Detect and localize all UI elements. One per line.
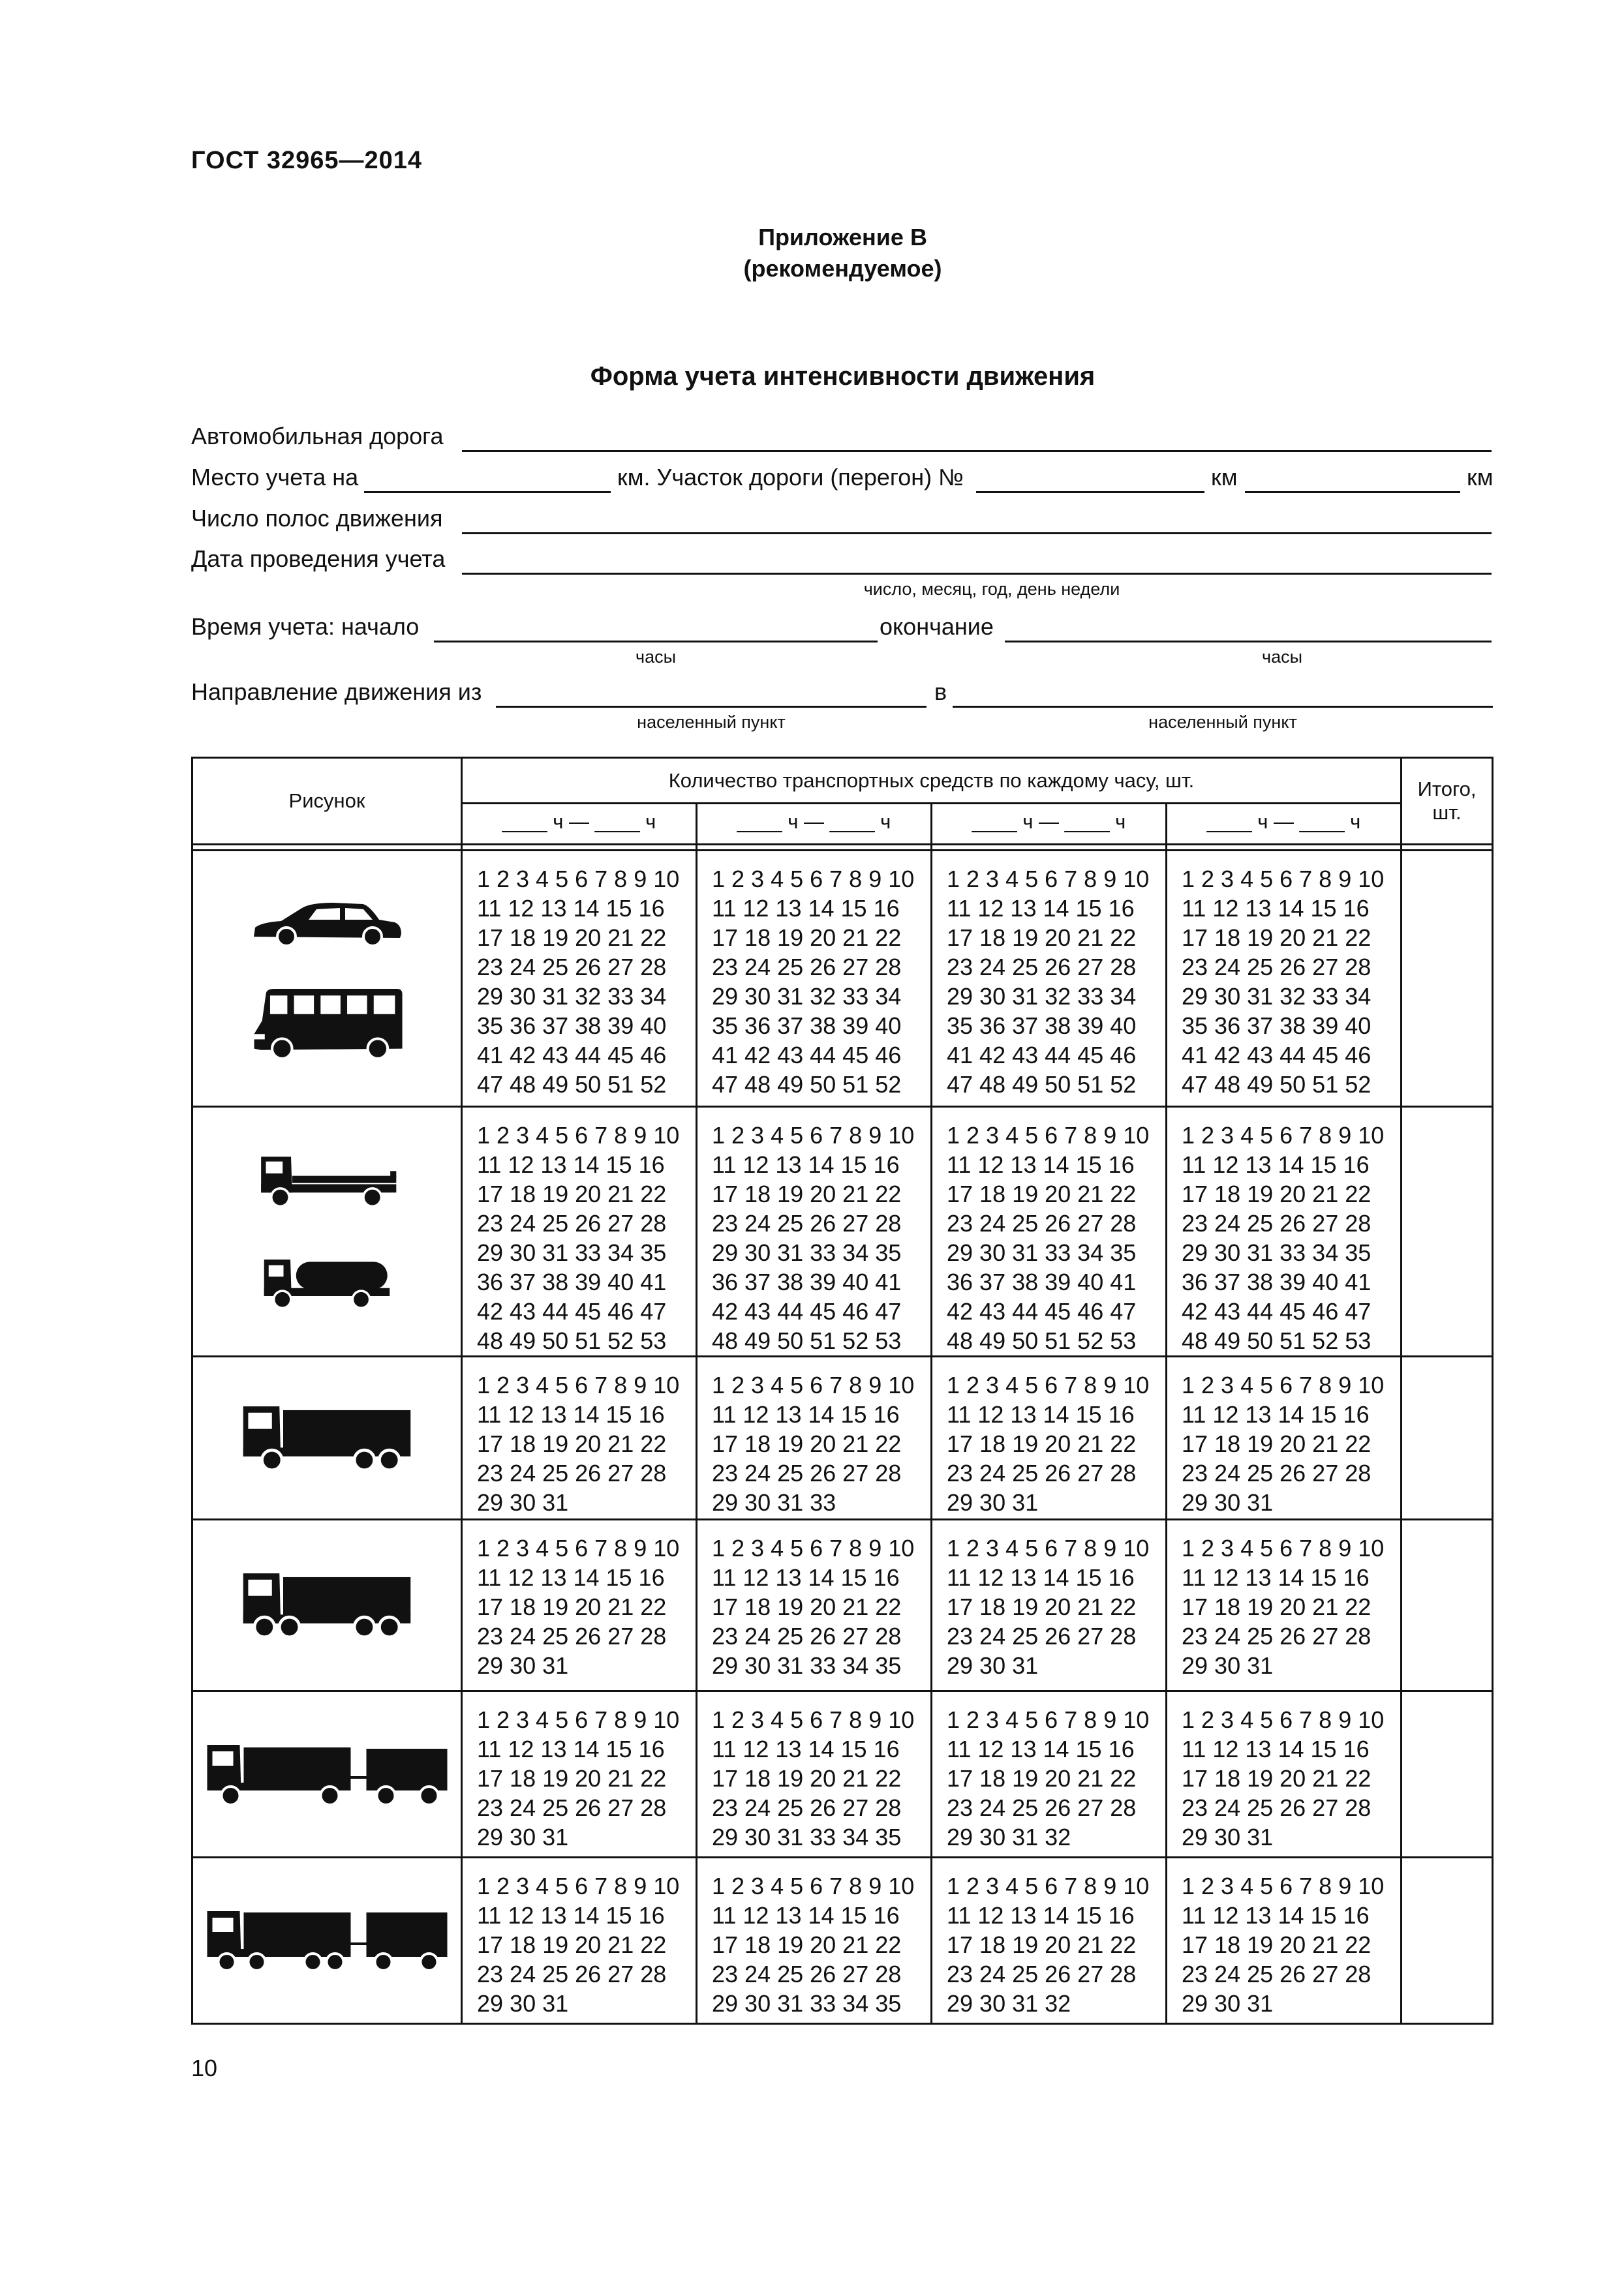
count-number-line: 23 24 25 26 27 28 bbox=[712, 1623, 902, 1650]
count-number-line: 1 2 3 4 5 6 7 8 9 10 bbox=[477, 1535, 680, 1562]
count-number-line: 29 30 31 32 33 34 bbox=[947, 983, 1137, 1010]
traffic-count-table bbox=[191, 757, 1494, 2025]
count-number-line: 23 24 25 26 27 28 bbox=[947, 954, 1137, 980]
count-number-line: 41 42 43 44 45 46 bbox=[712, 1042, 902, 1068]
count-number-line: 42 43 44 45 46 47 bbox=[1182, 1298, 1371, 1325]
time-end-field[interactable] bbox=[1005, 641, 1492, 642]
count-number-line: 23 24 25 26 27 28 bbox=[1182, 1623, 1371, 1650]
count-number-line: 23 24 25 26 27 28 bbox=[477, 1210, 667, 1237]
count-number-line: 11 12 13 14 15 16 bbox=[1182, 1902, 1370, 1929]
hour-period-1[interactable]: ____ ч — ____ ч bbox=[462, 804, 697, 845]
count-cell[interactable] bbox=[932, 1107, 1167, 1357]
count-number-line: 11 12 13 14 15 16 bbox=[712, 1564, 900, 1591]
count-number-line: 36 37 38 39 40 41 bbox=[947, 1269, 1137, 1295]
direction-from-label: Направление движения из bbox=[191, 678, 482, 705]
count-number-line: 23 24 25 26 27 28 bbox=[477, 1961, 667, 1987]
count-number-line: 17 18 19 20 21 22 bbox=[477, 1594, 667, 1620]
hour-period-3[interactable]: ____ ч — ____ ч bbox=[932, 804, 1167, 845]
count-numbers bbox=[697, 1692, 930, 1852]
count-number-line: 36 37 38 39 40 41 bbox=[477, 1269, 667, 1295]
count-number-line: 48 49 50 51 52 53 bbox=[477, 1327, 667, 1354]
count-number-line: 1 2 3 4 5 6 7 8 9 10 bbox=[947, 866, 1150, 892]
count-cell[interactable] bbox=[697, 1858, 932, 2024]
page-number: 10 bbox=[191, 2055, 218, 2081]
document-code: ГОСТ 32965—2014 bbox=[191, 147, 423, 174]
count-number-line: 29 30 31 32 bbox=[947, 1824, 1071, 1850]
hour-period-4[interactable]: ____ ч — ____ ч bbox=[1167, 804, 1402, 845]
count-number-line: 11 12 13 14 15 16 bbox=[712, 1401, 900, 1428]
count-number-line: 23 24 25 26 27 28 bbox=[947, 1794, 1137, 1821]
count-number-line: 29 30 31 bbox=[947, 1652, 1039, 1679]
count-cell[interactable] bbox=[932, 1357, 1167, 1520]
count-number-line: 29 30 31 bbox=[477, 1824, 569, 1850]
direction-from-field[interactable] bbox=[496, 706, 927, 708]
count-number-line: 48 49 50 51 52 53 bbox=[947, 1327, 1137, 1354]
count-number-line: 17 18 19 20 21 22 bbox=[947, 1931, 1137, 1958]
appendix-heading bbox=[0, 222, 1624, 284]
count-number-line: 23 24 25 26 27 28 bbox=[947, 1460, 1137, 1487]
count-number-line: 17 18 19 20 21 22 bbox=[1182, 924, 1371, 951]
count-numbers bbox=[932, 1692, 1165, 1852]
count-numbers bbox=[932, 1357, 1165, 1517]
count-number-line: 29 30 31 bbox=[1182, 1824, 1274, 1850]
count-numbers bbox=[463, 1357, 696, 1517]
count-number-line: 11 12 13 14 15 16 bbox=[1182, 895, 1370, 922]
date-hint: число, месяц, год, день недели bbox=[863, 579, 1120, 599]
tank-truck-icon bbox=[258, 1251, 395, 1314]
count-number-line: 11 12 13 14 15 16 bbox=[477, 1151, 665, 1178]
count-header: Количество транспортных средств по каждому часу, шт. bbox=[462, 758, 1402, 804]
count-number-line: 1 2 3 4 5 6 7 8 9 10 bbox=[1182, 1535, 1385, 1562]
bus-icon bbox=[247, 988, 407, 1061]
count-numbers bbox=[463, 851, 696, 1099]
vehicle-picture-cell bbox=[192, 1107, 462, 1357]
count-number-line: 17 18 19 20 21 22 bbox=[477, 924, 667, 951]
count-cell[interactable] bbox=[932, 1520, 1167, 1691]
count-number-line: 1 2 3 4 5 6 7 8 9 10 bbox=[1182, 1372, 1385, 1398]
total-cell[interactable] bbox=[1402, 851, 1493, 1107]
count-number-line: 29 30 31 33 34 35 bbox=[712, 1652, 902, 1679]
count-number-line: 17 18 19 20 21 22 bbox=[1182, 1181, 1371, 1207]
count-numbers bbox=[932, 1520, 1165, 1680]
count-numbers bbox=[932, 1108, 1165, 1355]
count-number-line: 17 18 19 20 21 22 bbox=[712, 1765, 902, 1792]
count-number-line: 23 24 25 26 27 28 bbox=[1182, 1794, 1371, 1821]
vehicle-picture-cell bbox=[192, 1357, 462, 1520]
count-number-line: 23 24 25 26 27 28 bbox=[1182, 1460, 1371, 1487]
count-numbers bbox=[932, 851, 1165, 1099]
count-number-line: 41 42 43 44 45 46 bbox=[947, 1042, 1137, 1068]
count-number-line: 11 12 13 14 15 16 bbox=[1182, 1736, 1370, 1762]
count-number-line: 23 24 25 26 27 28 bbox=[947, 1210, 1137, 1237]
count-cell[interactable] bbox=[697, 1691, 932, 1858]
count-number-line: 23 24 25 26 27 28 bbox=[712, 1210, 902, 1237]
count-number-line: 11 12 13 14 15 16 bbox=[947, 1401, 1135, 1428]
vehicle-row bbox=[192, 1357, 1493, 1520]
count-cell[interactable] bbox=[462, 1520, 697, 1691]
count-number-line: 1 2 3 4 5 6 7 8 9 10 bbox=[477, 866, 680, 892]
date-field[interactable] bbox=[462, 573, 1492, 575]
settlement-hint-from: населенный пункт bbox=[637, 712, 786, 732]
count-number-line: 11 12 13 14 15 16 bbox=[712, 1151, 900, 1178]
count-number-line: 1 2 3 4 5 6 7 8 9 10 bbox=[947, 1706, 1150, 1733]
truck-with-trailer-icon bbox=[202, 1738, 453, 1810]
count-number-line: 17 18 19 20 21 22 bbox=[477, 1181, 667, 1207]
total-cell[interactable] bbox=[1402, 1520, 1493, 1691]
count-number-line: 48 49 50 51 52 53 bbox=[1182, 1327, 1371, 1354]
count-number-line: 1 2 3 4 5 6 7 8 9 10 bbox=[947, 1873, 1150, 1899]
count-number-line: 11 12 13 14 15 16 bbox=[1182, 1564, 1370, 1591]
vehicle-picture-cell bbox=[192, 1520, 462, 1691]
count-number-line: 1 2 3 4 5 6 7 8 9 10 bbox=[477, 1122, 680, 1149]
section-km-field[interactable] bbox=[1245, 491, 1460, 493]
count-number-line: 17 18 19 20 21 22 bbox=[477, 1765, 667, 1792]
count-number-line: 17 18 19 20 21 22 bbox=[947, 1594, 1137, 1620]
count-number-line: 29 30 31 bbox=[1182, 1652, 1274, 1679]
count-cell[interactable] bbox=[697, 1357, 932, 1520]
road-field[interactable] bbox=[462, 450, 1492, 452]
time-start-label: Время учета: начало bbox=[191, 613, 420, 640]
count-cell[interactable] bbox=[462, 1691, 697, 1858]
count-number-line: 29 30 31 32 33 34 bbox=[477, 983, 667, 1010]
lanes-field[interactable] bbox=[462, 532, 1492, 534]
count-cell[interactable] bbox=[462, 1107, 697, 1357]
count-cell[interactable] bbox=[932, 1691, 1167, 1858]
count-number-line: 29 30 31 32 33 34 bbox=[1182, 983, 1371, 1010]
count-number-line: 11 12 13 14 15 16 bbox=[1182, 1151, 1370, 1178]
vehicle-row bbox=[192, 1520, 1493, 1691]
total-cell[interactable] bbox=[1402, 1858, 1493, 2024]
date-label: Дата проведения учета bbox=[191, 545, 446, 572]
count-number-line: 17 18 19 20 21 22 bbox=[1182, 1430, 1371, 1457]
count-number-line: 17 18 19 20 21 22 bbox=[947, 1181, 1137, 1207]
count-numbers bbox=[1167, 1108, 1400, 1355]
count-number-line: 36 37 38 39 40 41 bbox=[712, 1269, 902, 1295]
count-number-line: 11 12 13 14 15 16 bbox=[1182, 1401, 1370, 1428]
count-number-line: 1 2 3 4 5 6 7 8 9 10 bbox=[947, 1122, 1150, 1149]
three-axle-truck-icon bbox=[239, 1403, 414, 1473]
count-number-line: 47 48 49 50 51 52 bbox=[477, 1071, 667, 1098]
count-number-line: 1 2 3 4 5 6 7 8 9 10 bbox=[947, 1535, 1150, 1562]
hours-hint-start: часы bbox=[636, 647, 676, 667]
lanes-label: Число полос движения bbox=[191, 505, 443, 532]
count-number-line: 11 12 13 14 15 16 bbox=[947, 1151, 1135, 1178]
count-number-line: 1 2 3 4 5 6 7 8 9 10 bbox=[1182, 1873, 1385, 1899]
km-label-1: км bbox=[1211, 464, 1238, 491]
car-icon bbox=[249, 896, 405, 948]
count-numbers bbox=[1167, 1520, 1400, 1680]
count-number-line: 47 48 49 50 51 52 bbox=[1182, 1071, 1371, 1098]
count-cell[interactable] bbox=[1167, 1858, 1402, 2024]
count-number-line: 29 30 31 bbox=[1182, 1489, 1274, 1516]
count-numbers bbox=[697, 1858, 930, 2018]
vehicle-picture-cell bbox=[192, 1858, 462, 2024]
vehicle-picture-cell bbox=[192, 851, 462, 1107]
count-number-line: 11 12 13 14 15 16 bbox=[477, 895, 665, 922]
count-cell[interactable] bbox=[462, 851, 697, 1107]
count-numbers bbox=[1167, 851, 1400, 1099]
count-number-line: 1 2 3 4 5 6 7 8 9 10 bbox=[477, 1706, 680, 1733]
count-number-line: 23 24 25 26 27 28 bbox=[477, 1460, 667, 1487]
count-number-line: 17 18 19 20 21 22 bbox=[712, 1181, 902, 1207]
road-label: Автомобильная дорога bbox=[191, 423, 444, 449]
count-number-line: 29 30 31 bbox=[477, 1652, 569, 1679]
km-label-2: км bbox=[1467, 464, 1494, 491]
count-number-line: 17 18 19 20 21 22 bbox=[947, 1765, 1137, 1792]
count-cell[interactable] bbox=[697, 1520, 932, 1691]
count-numbers bbox=[463, 1858, 696, 2018]
count-cell[interactable] bbox=[1167, 1107, 1402, 1357]
count-number-line: 41 42 43 44 45 46 bbox=[477, 1042, 667, 1068]
time-end-label: окончание bbox=[880, 613, 994, 640]
count-number-line: 29 30 31 32 33 34 bbox=[712, 983, 902, 1010]
count-number-line: 11 12 13 14 15 16 bbox=[947, 1736, 1135, 1762]
count-number-line: 42 43 44 45 46 47 bbox=[947, 1298, 1137, 1325]
count-number-line: 11 12 13 14 15 16 bbox=[947, 895, 1135, 922]
count-number-line: 1 2 3 4 5 6 7 8 9 10 bbox=[712, 1122, 915, 1149]
count-number-line: 23 24 25 26 27 28 bbox=[947, 1961, 1137, 1987]
count-cell[interactable] bbox=[697, 851, 932, 1107]
appendix-title: Приложение В bbox=[758, 224, 927, 250]
settlement-hint-to: населенный пункт bbox=[1148, 712, 1297, 732]
count-number-line: 17 18 19 20 21 22 bbox=[1182, 1765, 1371, 1792]
count-number-line: 29 30 31 33 34 35 bbox=[477, 1239, 667, 1266]
count-number-line: 11 12 13 14 15 16 bbox=[947, 1902, 1135, 1929]
total-cell[interactable] bbox=[1402, 1107, 1493, 1357]
hour-period-2[interactable]: ____ ч — ____ ч bbox=[697, 804, 932, 845]
count-number-line: 1 2 3 4 5 6 7 8 9 10 bbox=[477, 1873, 680, 1899]
total-cell[interactable] bbox=[1402, 1691, 1493, 1858]
count-number-line: 29 30 31 bbox=[477, 1990, 569, 2017]
count-number-line: 48 49 50 51 52 53 bbox=[712, 1327, 902, 1354]
count-number-line: 23 24 25 26 27 28 bbox=[1182, 1210, 1371, 1237]
count-number-line: 17 18 19 20 21 22 bbox=[712, 924, 902, 951]
count-cell[interactable] bbox=[1167, 851, 1402, 1107]
count-numbers bbox=[932, 1858, 1165, 2018]
count-number-line: 11 12 13 14 15 16 bbox=[477, 1902, 665, 1929]
direction-to-field[interactable] bbox=[953, 706, 1493, 708]
count-number-line: 29 30 31 33 34 35 bbox=[712, 1824, 902, 1850]
count-number-line: 17 18 19 20 21 22 bbox=[477, 1931, 667, 1958]
count-number-line: 11 12 13 14 15 16 bbox=[947, 1564, 1135, 1591]
count-number-line: 42 43 44 45 46 47 bbox=[712, 1298, 902, 1325]
flatbed-truck-icon bbox=[255, 1149, 399, 1212]
count-number-line: 23 24 25 26 27 28 bbox=[712, 1961, 902, 1987]
count-number-line: 29 30 31 bbox=[1182, 1990, 1274, 2017]
count-number-line: 23 24 25 26 27 28 bbox=[477, 954, 667, 980]
count-number-line: 17 18 19 20 21 22 bbox=[712, 1430, 902, 1457]
count-number-line: 23 24 25 26 27 28 bbox=[947, 1623, 1137, 1650]
count-numbers bbox=[463, 1692, 696, 1852]
count-number-line: 35 36 37 38 39 40 bbox=[712, 1012, 902, 1039]
count-number-line: 29 30 31 33 34 35 bbox=[947, 1239, 1137, 1266]
count-number-line: 1 2 3 4 5 6 7 8 9 10 bbox=[712, 866, 915, 892]
count-numbers bbox=[697, 1108, 930, 1355]
count-numbers bbox=[697, 851, 930, 1099]
count-number-line: 23 24 25 26 27 28 bbox=[1182, 954, 1371, 980]
count-cell[interactable] bbox=[1167, 1520, 1402, 1691]
count-cell[interactable] bbox=[1167, 1357, 1402, 1520]
count-number-line: 17 18 19 20 21 22 bbox=[947, 924, 1137, 951]
count-number-line: 1 2 3 4 5 6 7 8 9 10 bbox=[477, 1372, 680, 1398]
count-number-line: 1 2 3 4 5 6 7 8 9 10 bbox=[712, 1535, 915, 1562]
count-number-line: 29 30 31 33 bbox=[712, 1489, 836, 1516]
vehicle-row bbox=[192, 1107, 1493, 1357]
count-number-line: 29 30 31 bbox=[947, 1489, 1039, 1516]
count-number-line: 17 18 19 20 21 22 bbox=[947, 1430, 1137, 1457]
count-number-line: 29 30 31 33 34 35 bbox=[712, 1990, 902, 2017]
appendix-note: (рекомендуемое) bbox=[743, 255, 942, 282]
time-start-field[interactable] bbox=[434, 641, 878, 642]
count-number-line: 41 42 43 44 45 46 bbox=[1182, 1042, 1371, 1068]
count-number-line: 17 18 19 20 21 22 bbox=[1182, 1594, 1371, 1620]
count-number-line: 35 36 37 38 39 40 bbox=[477, 1012, 667, 1039]
place-label: Место учета на bbox=[191, 464, 359, 491]
vehicle-row bbox=[192, 1858, 1493, 2024]
count-numbers bbox=[697, 1357, 930, 1517]
count-number-line: 42 43 44 45 46 47 bbox=[477, 1298, 667, 1325]
count-number-line: 11 12 13 14 15 16 bbox=[712, 1902, 900, 1929]
count-number-line: 23 24 25 26 27 28 bbox=[477, 1794, 667, 1821]
count-number-line: 23 24 25 26 27 28 bbox=[712, 954, 902, 980]
count-number-line: 1 2 3 4 5 6 7 8 9 10 bbox=[712, 1706, 915, 1733]
count-numbers bbox=[1167, 1858, 1400, 2018]
count-numbers bbox=[1167, 1692, 1400, 1852]
count-number-line: 23 24 25 26 27 28 bbox=[477, 1623, 667, 1650]
count-number-line: 1 2 3 4 5 6 7 8 9 10 bbox=[712, 1873, 915, 1899]
hours-hint-end: часы bbox=[1262, 647, 1302, 667]
form-title: Форма учета интенсивности движения bbox=[590, 362, 1095, 391]
count-numbers bbox=[463, 1108, 696, 1355]
count-number-line: 1 2 3 4 5 6 7 8 9 10 bbox=[1182, 1122, 1385, 1149]
count-number-line: 17 18 19 20 21 22 bbox=[712, 1594, 902, 1620]
road-train-icon bbox=[202, 1905, 453, 1976]
picture-header: Рисунок bbox=[192, 758, 462, 845]
count-numbers bbox=[1167, 1357, 1400, 1517]
count-number-line: 1 2 3 4 5 6 7 8 9 10 bbox=[1182, 1706, 1385, 1733]
count-number-line: 35 36 37 38 39 40 bbox=[947, 1012, 1137, 1039]
count-cell[interactable] bbox=[697, 1107, 932, 1357]
count-number-line: 23 24 25 26 27 28 bbox=[712, 1460, 902, 1487]
count-number-line: 11 12 13 14 15 16 bbox=[712, 895, 900, 922]
count-number-line: 29 30 31 32 bbox=[947, 1990, 1071, 2017]
vehicle-picture-cell bbox=[192, 1691, 462, 1858]
count-numbers bbox=[697, 1520, 930, 1680]
count-number-line: 11 12 13 14 15 16 bbox=[712, 1736, 900, 1762]
section-label: км. Участок дороги (перегон) № bbox=[617, 464, 964, 491]
count-number-line: 11 12 13 14 15 16 bbox=[477, 1736, 665, 1762]
count-number-line: 17 18 19 20 21 22 bbox=[477, 1430, 667, 1457]
vehicle-row bbox=[192, 1691, 1493, 1858]
count-cell[interactable] bbox=[1167, 1691, 1402, 1858]
place-km-field[interactable] bbox=[364, 491, 611, 493]
count-number-line: 47 48 49 50 51 52 bbox=[947, 1071, 1137, 1098]
count-number-line: 11 12 13 14 15 16 bbox=[477, 1401, 665, 1428]
count-cell[interactable] bbox=[932, 851, 1167, 1107]
total-header: Итого, шт. bbox=[1402, 758, 1493, 845]
count-cell[interactable] bbox=[462, 1357, 697, 1520]
count-number-line: 1 2 3 4 5 6 7 8 9 10 bbox=[1182, 866, 1385, 892]
count-numbers bbox=[463, 1520, 696, 1680]
total-cell[interactable] bbox=[1402, 1357, 1493, 1520]
count-number-line: 29 30 31 33 34 35 bbox=[712, 1239, 902, 1266]
count-number-line: 47 48 49 50 51 52 bbox=[712, 1071, 902, 1098]
direction-to-label: в bbox=[934, 678, 947, 705]
count-number-line: 29 30 31 bbox=[477, 1489, 569, 1516]
count-number-line: 23 24 25 26 27 28 bbox=[712, 1794, 902, 1821]
count-number-line: 17 18 19 20 21 22 bbox=[1182, 1931, 1371, 1958]
count-cell[interactable] bbox=[462, 1858, 697, 2024]
count-number-line: 1 2 3 4 5 6 7 8 9 10 bbox=[947, 1372, 1150, 1398]
count-number-line: 17 18 19 20 21 22 bbox=[712, 1931, 902, 1958]
four-axle-truck-icon bbox=[239, 1570, 414, 1640]
section-number-field[interactable] bbox=[976, 491, 1204, 493]
count-number-line: 29 30 31 33 34 35 bbox=[1182, 1239, 1371, 1266]
count-number-line: 23 24 25 26 27 28 bbox=[1182, 1961, 1371, 1987]
count-number-line: 36 37 38 39 40 41 bbox=[1182, 1269, 1371, 1295]
count-cell[interactable] bbox=[932, 1858, 1167, 2024]
count-number-line: 1 2 3 4 5 6 7 8 9 10 bbox=[712, 1372, 915, 1398]
vehicle-row bbox=[192, 851, 1493, 1107]
header-separator bbox=[192, 845, 1493, 851]
count-number-line: 35 36 37 38 39 40 bbox=[1182, 1012, 1371, 1039]
count-number-line: 11 12 13 14 15 16 bbox=[477, 1564, 665, 1591]
